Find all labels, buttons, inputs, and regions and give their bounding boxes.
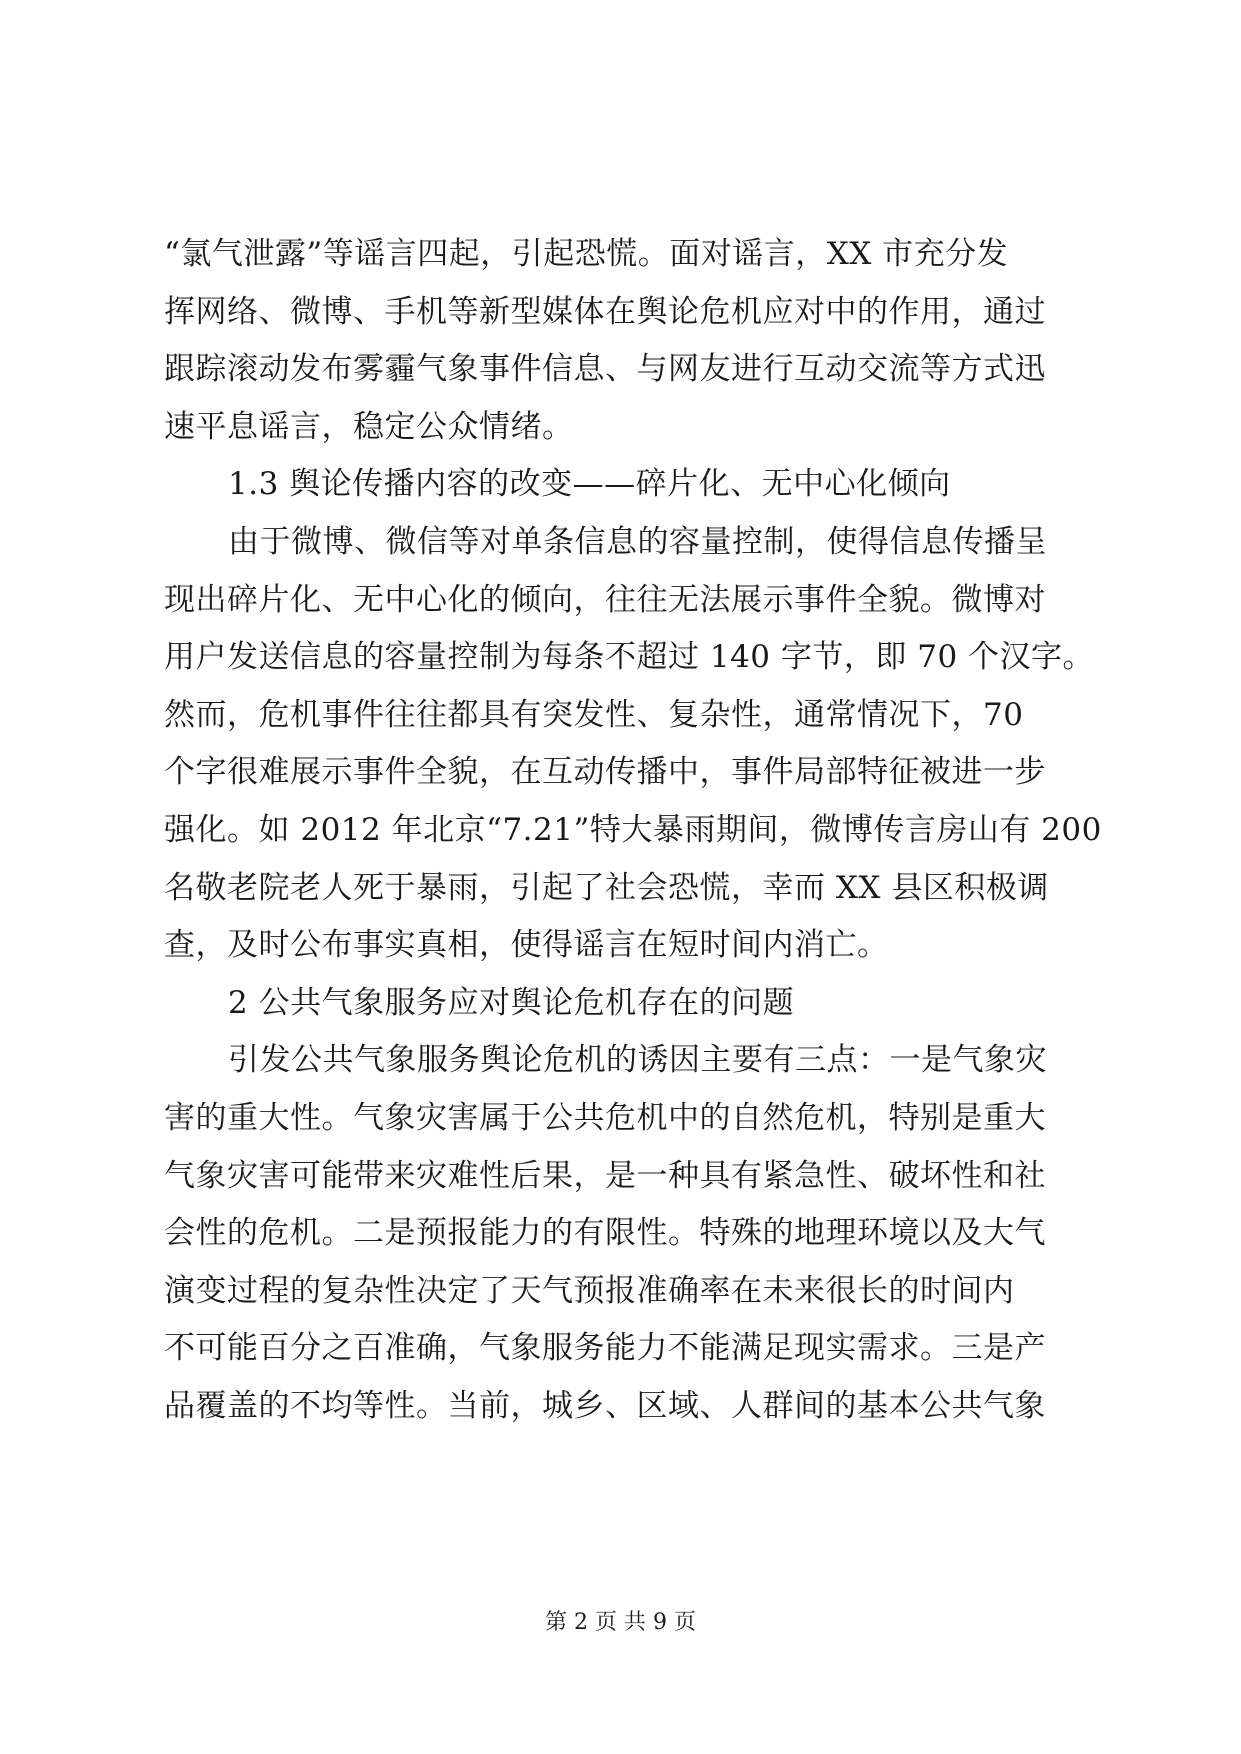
text-line: 害的重大性。气象灾害属于公共危机中的自然危机，特别是重大 (164, 1099, 1046, 1136)
text-line: 查，及时公布事实真相，使得谣言在短时间内消亡。 (164, 927, 889, 964)
text-line: 不可能百分之百准确，气象服务能力不能满足现实需求。三是产 (164, 1330, 1046, 1367)
text-line: 由于微博、微信等对单条信息的容量控制，使得信息传播呈 (228, 523, 1047, 560)
text-line: 演变过程的复杂性决定了天气预报准确率在未来很长的时间内 (164, 1272, 1015, 1309)
text-line: 然而，危机事件往往都具有突发性、复杂性，通常情况下，70 (164, 696, 1024, 733)
text-line: 会性的危机。二是预报能力的有限性。特殊的地理环境以及大气 (164, 1215, 1046, 1252)
section-heading: 2 公共气象服务应对舆论危机存在的问题 (228, 984, 795, 1021)
text-line: 挥网络、微博、手机等新型媒体在舆论危机应对中的作用，通过 (164, 293, 1046, 330)
text-line: 跟踪滚动发布雾霾气象事件信息、与网友进行互动交流等方式迅 (164, 351, 1046, 388)
text-line: 气象灾害可能带来灾难性后果，是一种具有紧急性、破坏性和社 (164, 1157, 1046, 1194)
text-line: “氯气泄露”等谣言四起，引起恐慌。面对谣言，XX 市充分发 (164, 236, 1009, 272)
text-line: 现出碎片化、无中心化的倾向，往往无法展示事件全貌。微博对 (164, 581, 1046, 618)
text-line: 强化。如 2012 年北京“7.21”特大暴雨期间，微博传言房山有 200 (164, 811, 1102, 848)
page-number-footer: 第 2 页 共 9 页 (545, 1610, 696, 1635)
text-line: 引发公共气象服务舆论危机的诱因主要有三点：一是气象灾 (228, 1042, 1047, 1079)
text-line: 用户发送信息的容量控制为每条不超过 140 字节，即 70 个汉字。 (164, 639, 1095, 676)
document-body (164, 226, 1102, 1435)
text-line: 名敬老院老人死于暴雨，引起了社会恐慌，幸而 XX 县区积极调 (164, 869, 1049, 906)
section-heading: 1.3 舆论传播内容的改变——碎片化、无中心化倾向 (228, 466, 951, 503)
text-line: 速平息谣言，稳定公众情绪。 (164, 408, 574, 445)
text-line: 个字很难展示事件全貌，在互动传播中，事件局部特征被进一步 (164, 754, 1046, 791)
text-line: 品覆盖的不均等性。当前，城乡、区域、人群间的基本公共气象 (164, 1387, 1046, 1424)
